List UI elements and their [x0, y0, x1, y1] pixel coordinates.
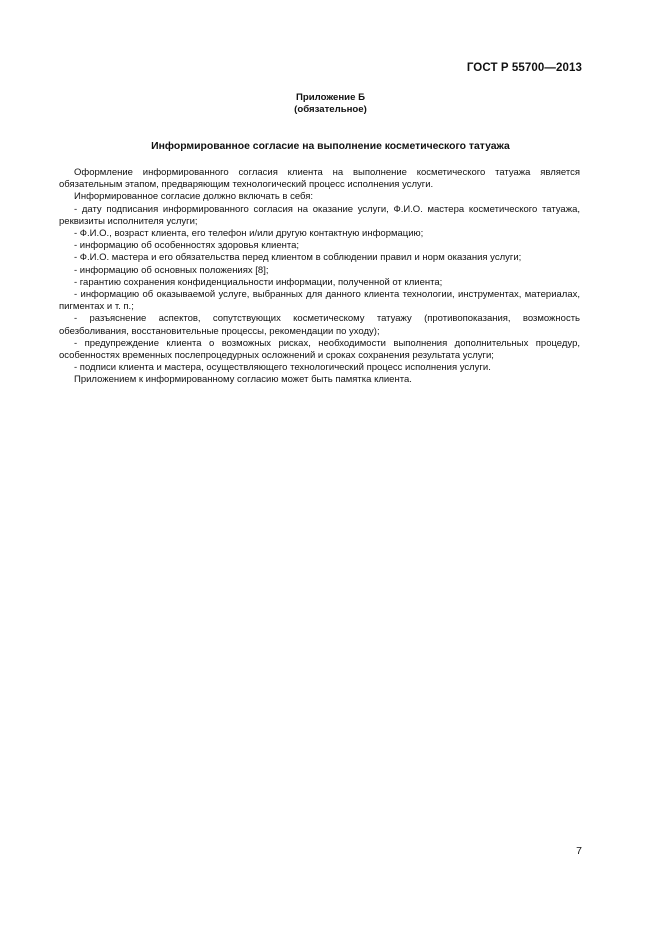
list-item: - предупреждение клиента о возможных рисках, необходимости выполнения дополнительных процедур, особенностях временных послепроцедурных осложнений и сроках сохранения результата услуги;: [59, 337, 580, 362]
paragraph: Приложением к информированному согласию может быть памятка клиента.: [74, 374, 412, 386]
list-item: - гарантию сохранения конфиденциальности информации, полученной от клиента;: [74, 276, 443, 288]
list-item: - разъяснение аспектов, сопутствующих косметическому татуажу (противопоказания, возможность обезболивания, восстановительные процессы, рекомендации по уходу);: [59, 313, 580, 337]
list-item: - Ф.И.О., возраст клиента, его телефон и/или другую контактную информацию;: [74, 228, 424, 240]
body-text: [59, 167, 580, 387]
list-item: - дату подписания информированного согласия на оказание услуги, Ф.И.О. мастера косметического татуажа, реквизиты исполнителя услуги;: [59, 203, 580, 227]
document-title: Информированное согласие на выполнение косметического татуажа: [151, 141, 510, 152]
list-item: - информацию об основных положениях [8];: [74, 264, 269, 276]
list-item: - Ф.И.О. мастера и его обязательства перед клиентом в соблюдении правил и норм оказания услуги;: [74, 252, 522, 264]
paragraph: Оформление информированного согласия клиента на выполнение косметического татуажа является обязательным этапом, предваряющим технологический процесс исполнения услуги.: [59, 167, 580, 191]
appendix-status: (обязательное): [294, 104, 367, 115]
list-item: - информацию об особенностях здоровья клиента;: [74, 240, 300, 252]
appendix-heading: [0, 92, 661, 116]
list-item: - информацию об оказываемой услуге, выбранных для данного клиента технологии, инструментах, материалах, пигментах и т. п.;: [59, 289, 580, 313]
paragraph: Информированное согласие должно включать в себя:: [74, 191, 314, 203]
document-code: ГОСТ Р 55700—2013: [466, 62, 582, 74]
list-item: - подписи клиента и мастера, осуществляющего технологический процесс исполнения услуги.: [74, 362, 491, 374]
page-number: 7: [576, 845, 582, 857]
appendix-label: Приложение Б: [296, 92, 365, 103]
